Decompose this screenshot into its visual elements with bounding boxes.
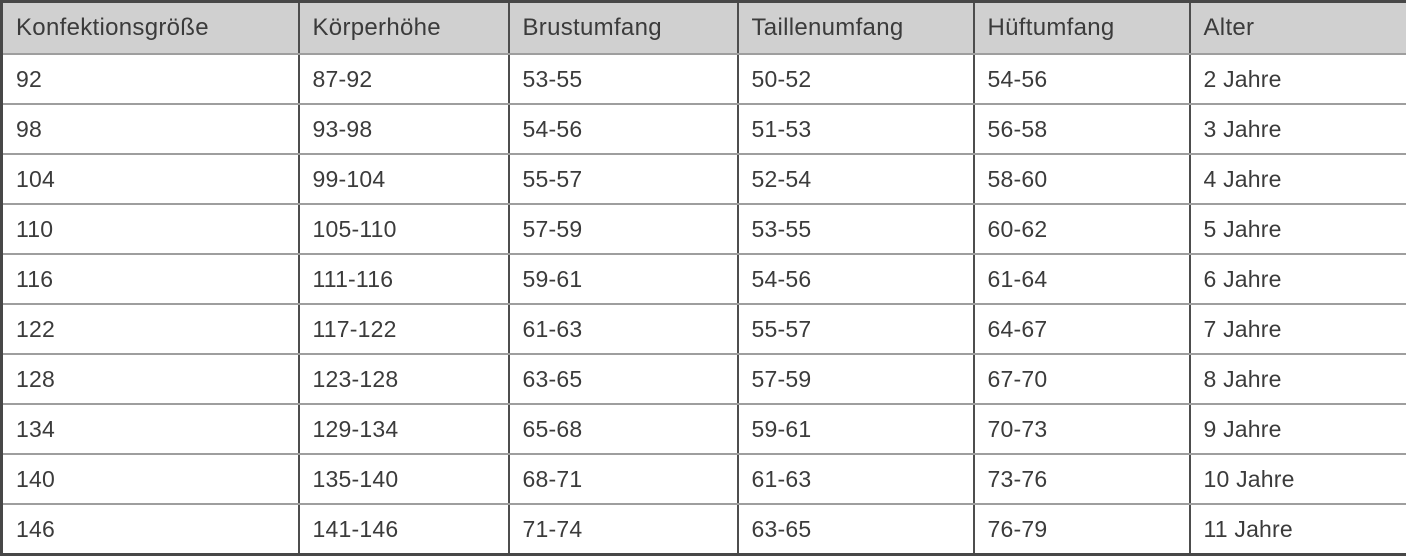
table-cell: 122 <box>2 304 299 354</box>
table-row <box>2 54 1406 104</box>
table-cell: 54-56 <box>509 104 738 154</box>
table-cell: 135-140 <box>299 454 509 504</box>
table-cell: 92 <box>2 54 299 104</box>
table-cell: 70-73 <box>974 404 1190 454</box>
table-cell: 57-59 <box>738 354 974 404</box>
table-cell: 65-68 <box>509 404 738 454</box>
table-cell: 51-53 <box>738 104 974 154</box>
table-cell: 104 <box>2 154 299 204</box>
table-cell: 123-128 <box>299 354 509 404</box>
table-cell: 7 Jahre <box>1190 304 1406 354</box>
table-row <box>2 154 1406 204</box>
table-cell: 64-67 <box>974 304 1190 354</box>
table-cell: 2 Jahre <box>1190 54 1406 104</box>
table-cell: 11 Jahre <box>1190 504 1406 555</box>
table-cell: 146 <box>2 504 299 555</box>
table-cell: 140 <box>2 454 299 504</box>
table-cell: 76-79 <box>974 504 1190 555</box>
table-row <box>2 354 1406 404</box>
table-cell: 117-122 <box>299 304 509 354</box>
table-row <box>2 304 1406 354</box>
table-cell: 60-62 <box>974 204 1190 254</box>
table-cell: 67-70 <box>974 354 1190 404</box>
table-cell: 61-64 <box>974 254 1190 304</box>
table-cell: 105-110 <box>299 204 509 254</box>
table-cell: 71-74 <box>509 504 738 555</box>
table-row <box>2 254 1406 304</box>
table-cell: 52-54 <box>738 154 974 204</box>
column-header-alter: Alter <box>1190 2 1406 55</box>
table-cell: 73-76 <box>974 454 1190 504</box>
table-cell: 59-61 <box>738 404 974 454</box>
table-cell: 10 Jahre <box>1190 454 1406 504</box>
table-cell: 61-63 <box>738 454 974 504</box>
column-header-hueftumfang: Hüftumfang <box>974 2 1190 55</box>
table-row <box>2 404 1406 454</box>
table-cell: 63-65 <box>738 504 974 555</box>
table-cell: 5 Jahre <box>1190 204 1406 254</box>
table-cell: 3 Jahre <box>1190 104 1406 154</box>
table-cell: 58-60 <box>974 154 1190 204</box>
table-cell: 141-146 <box>299 504 509 555</box>
table-cell: 99-104 <box>299 154 509 204</box>
table-cell: 98 <box>2 104 299 154</box>
table-cell: 61-63 <box>509 304 738 354</box>
table-row <box>2 104 1406 154</box>
table-cell: 55-57 <box>509 154 738 204</box>
table-cell: 8 Jahre <box>1190 354 1406 404</box>
table-cell: 56-58 <box>974 104 1190 154</box>
table-cell: 53-55 <box>509 54 738 104</box>
column-header-koerperhoehe: Körperhöhe <box>299 2 509 55</box>
column-header-brustumfang: Brustumfang <box>509 2 738 55</box>
table-cell: 110 <box>2 204 299 254</box>
table-cell: 111-116 <box>299 254 509 304</box>
column-header-taillenumfang: Taillenumfang <box>738 2 974 55</box>
table-cell: 116 <box>2 254 299 304</box>
table-row <box>2 504 1406 555</box>
table-cell: 6 Jahre <box>1190 254 1406 304</box>
table-cell: 53-55 <box>738 204 974 254</box>
table-cell: 93-98 <box>299 104 509 154</box>
table-cell: 63-65 <box>509 354 738 404</box>
table-row <box>2 204 1406 254</box>
table-cell: 9 Jahre <box>1190 404 1406 454</box>
table-cell: 134 <box>2 404 299 454</box>
table-cell: 57-59 <box>509 204 738 254</box>
table-cell: 129-134 <box>299 404 509 454</box>
table-row <box>2 454 1406 504</box>
table-cell: 68-71 <box>509 454 738 504</box>
table-cell: 59-61 <box>509 254 738 304</box>
table-cell: 128 <box>2 354 299 404</box>
table-cell: 87-92 <box>299 54 509 104</box>
table-cell: 4 Jahre <box>1190 154 1406 204</box>
column-header-konfektionsgroesse: Konfektionsgröße <box>2 2 299 55</box>
table-cell: 50-52 <box>738 54 974 104</box>
table-cell: 54-56 <box>738 254 974 304</box>
table-cell: 54-56 <box>974 54 1190 104</box>
header-row <box>2 2 1406 55</box>
table-cell: 55-57 <box>738 304 974 354</box>
